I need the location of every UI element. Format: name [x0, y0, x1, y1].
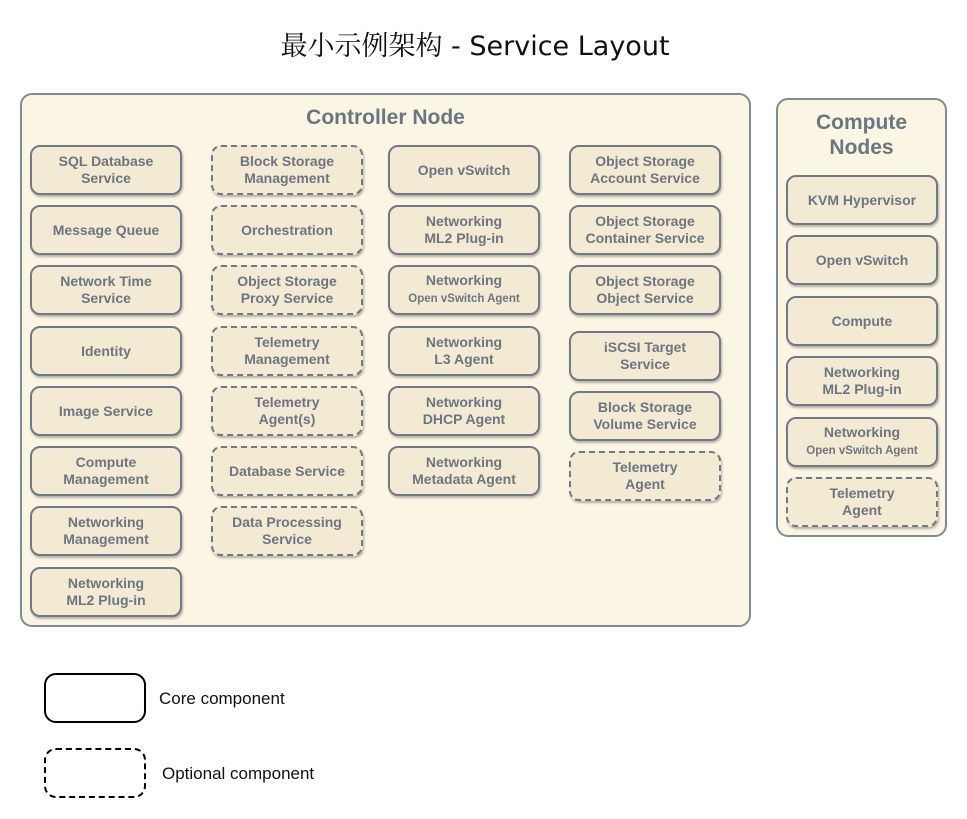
- iscsi-target-service: iSCSI Target Service: [569, 331, 721, 381]
- sql-database-service: SQL Database Service: [30, 145, 182, 195]
- identity-service: Identity: [30, 326, 182, 376]
- telemetry-agent: Telemetry Agent: [786, 477, 938, 527]
- kvm-hypervisor: KVM Hypervisor: [786, 175, 938, 225]
- networking-metadata-agent: Networking Metadata Agent: [388, 446, 540, 496]
- networking-dhcp-agent: Networking DHCP Agent: [388, 386, 540, 436]
- network-time-service: Network Time Service: [30, 265, 182, 315]
- message-queue: Message Queue: [30, 205, 182, 255]
- open-vswitch: Open vSwitch: [786, 235, 938, 285]
- block-storage-management: Block Storage Management: [211, 145, 363, 195]
- diagram-title: 最小示例架构 - Service Layout: [280, 31, 670, 62]
- compute-nodes-title: Compute Nodes: [816, 111, 907, 159]
- networking-open-vswitch-agent: Networking Open vSwitch Agent: [388, 265, 540, 315]
- networking-ml2-plugin: Networking ML2 Plug-in: [388, 205, 540, 255]
- object-storage-container-service: Object Storage Container Service: [569, 205, 721, 255]
- legend-core-label: Core component: [159, 689, 285, 708]
- object-storage-proxy-service: Object Storage Proxy Service: [211, 265, 363, 315]
- telemetry-agents: Telemetry Agent(s): [211, 386, 363, 436]
- object-storage-object-service: Object Storage Object Service: [569, 265, 721, 315]
- image-service: Image Service: [30, 386, 182, 436]
- legend-optional-label: Optional component: [162, 764, 315, 783]
- orchestration: Orchestration: [211, 205, 363, 255]
- compute-management: Compute Management: [30, 446, 182, 496]
- block-storage-volume-service: Block Storage Volume Service: [569, 391, 721, 441]
- networking-l3-agent: Networking L3 Agent: [388, 326, 540, 376]
- object-storage-account-service: Object Storage Account Service: [569, 145, 721, 195]
- controller-node-title: Controller Node: [306, 106, 465, 129]
- networking-ml2-plugin: Networking ML2 Plug-in: [30, 567, 182, 617]
- data-processing-service: Data Processing Service: [211, 506, 363, 556]
- legend-core-swatch: [44, 673, 146, 723]
- networking-ml2-plugin: Networking ML2 Plug-in: [786, 356, 938, 406]
- legend-optional-swatch: [44, 748, 146, 798]
- compute-service: Compute: [786, 296, 938, 346]
- telemetry-agent: Telemetry Agent: [569, 451, 721, 501]
- telemetry-management: Telemetry Management: [211, 326, 363, 376]
- database-service: Database Service: [211, 446, 363, 496]
- networking-open-vswitch-agent: Networking Open vSwitch Agent: [786, 417, 938, 467]
- open-vswitch: Open vSwitch: [388, 145, 540, 195]
- networking-management: Networking Management: [30, 506, 182, 556]
